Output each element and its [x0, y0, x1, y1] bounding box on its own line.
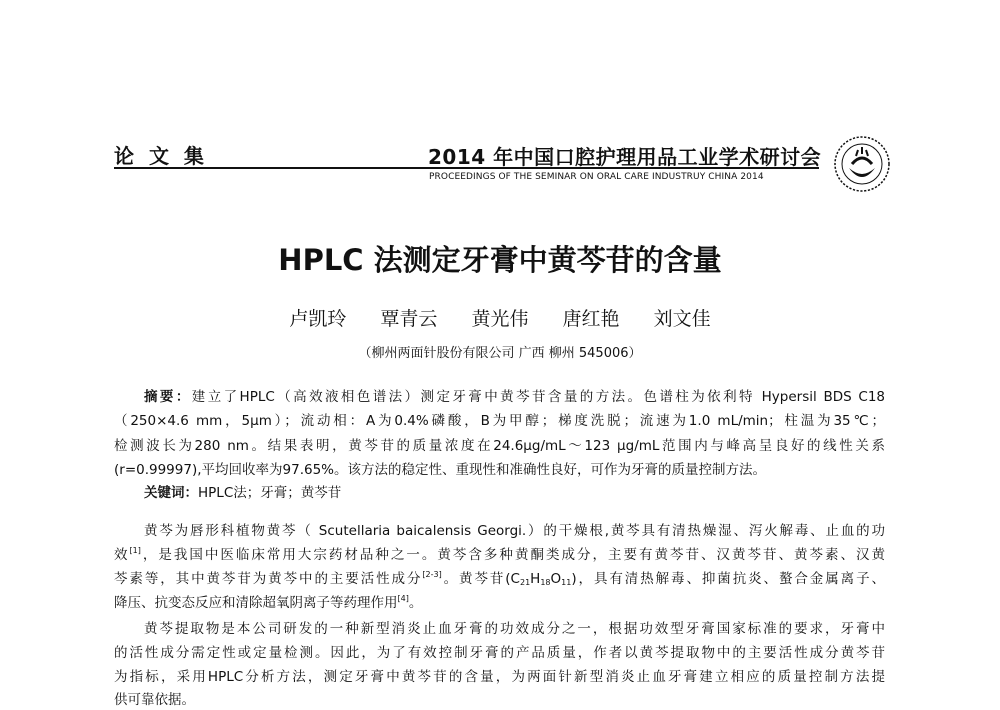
- citation: [1]: [129, 546, 141, 555]
- paper-title: HPLC 法测定牙膏中黄芩苷的含量: [278, 243, 722, 277]
- seminar-logo-icon: [832, 134, 892, 194]
- abstract-line: (r=0.99997),平均回收率为97.65%。该方法的稳定性、重现性和准确性良好，可作为牙膏的质量控制方法。: [114, 462, 766, 478]
- abstract-line: （250×4.6 mm，5μm）；流动相：A为0.4%磷酸，B为甲醇；梯度洗脱；流速为1.0 mL/min；柱温为35℃；: [114, 413, 885, 429]
- body-line: 供可靠依据。: [114, 692, 195, 708]
- affiliation: （柳州两面针股份有限公司 广西 柳州 545006）: [358, 346, 642, 361]
- abstract-label: 摘要：: [144, 389, 192, 405]
- keywords-line: [144, 483, 885, 503]
- body-text: 芩素等，其中黄芩苷为黄芩中的主要活性成分: [114, 571, 423, 587]
- body-line: 为指标，采用HPLC分析方法，测定牙膏中黄芩苷的含量，为两面针新型消炎止血牙膏建立相应的质量控制方法提: [114, 669, 885, 685]
- body-text: 。黄芩苷(C: [441, 571, 520, 587]
- formula-subscript: 11: [561, 578, 572, 587]
- collection-label: 论 文 集: [114, 144, 208, 168]
- abstract-line: 检测波长为280 nm。结果表明，黄芩苷的质量浓度在24.6μg/mL～123 μg/mL范围内与峰高呈良好的线性关系: [114, 438, 885, 454]
- citation: [4]: [397, 594, 409, 603]
- body-text: H: [530, 571, 541, 587]
- keywords-value: HPLC法；牙膏；黄芩苷: [198, 485, 342, 501]
- body-line: [114, 569, 885, 589]
- body-text: 效: [114, 547, 130, 563]
- keywords-label: 关键词：: [144, 485, 198, 501]
- author: 覃青云: [380, 308, 438, 330]
- body-line: [114, 545, 885, 565]
- author: 卢凯玲: [289, 308, 347, 330]
- citation: [2-3]: [422, 570, 442, 579]
- body-line: 的活性成分需定性或定量检测。因此，为了有效控制牙膏的产品质量，作者以黄芩提取物中的主要活性成分黄芩苷: [114, 645, 885, 661]
- body-text: 。: [408, 595, 423, 611]
- conference-title: 2014 年中国口腔护理用品工业学术研讨会: [428, 145, 822, 169]
- conference-subtitle: PROCEEDINGS OF THE SEMINAR ON ORAL CARE INDUSTRUY CHINA 2014: [429, 172, 764, 182]
- body-line: [114, 593, 885, 613]
- author: 黄光伟: [471, 308, 529, 330]
- body-text: )，具有清热解毒、抑菌抗炎、螯合金属离子、: [571, 571, 885, 587]
- body-text: ，是我国中医临床常用大宗药材品种之一。黄芩含多种黄酮类成分，主要有黄芩苷、汉黄芩苷、黄芩素、汉黄: [140, 547, 885, 563]
- body-text: 降压、抗变态反应和清除超氧阴离子等药理作用: [114, 595, 398, 611]
- formula-subscript: 18: [540, 578, 551, 587]
- author-list: [0, 304, 1000, 331]
- header-rule: [114, 167, 819, 169]
- formula-subscript: 21: [519, 578, 531, 587]
- abstract-line: [144, 387, 885, 407]
- author: 唐红艳: [562, 308, 620, 330]
- body-line: 黄芩为唇形科植物黄芩（ Scutellaria baicalensis Georgi.）的干燥根,黄芩具有清热燥湿、泻火解毒、止血的功: [144, 523, 885, 539]
- author: 刘文佳: [653, 308, 711, 330]
- body-line: 黄芩提取物是本公司研发的一种新型消炎止血牙膏的功效成分之一，根据功效型牙膏国家标准的要求，牙膏中: [144, 621, 885, 637]
- body-text: O: [550, 571, 562, 587]
- abstract-text: 建立了HPLC（高效液相色谱法）测定牙膏中黄芩苷含量的方法。色谱柱为依利特 Hypersil BDS C18: [191, 389, 885, 405]
